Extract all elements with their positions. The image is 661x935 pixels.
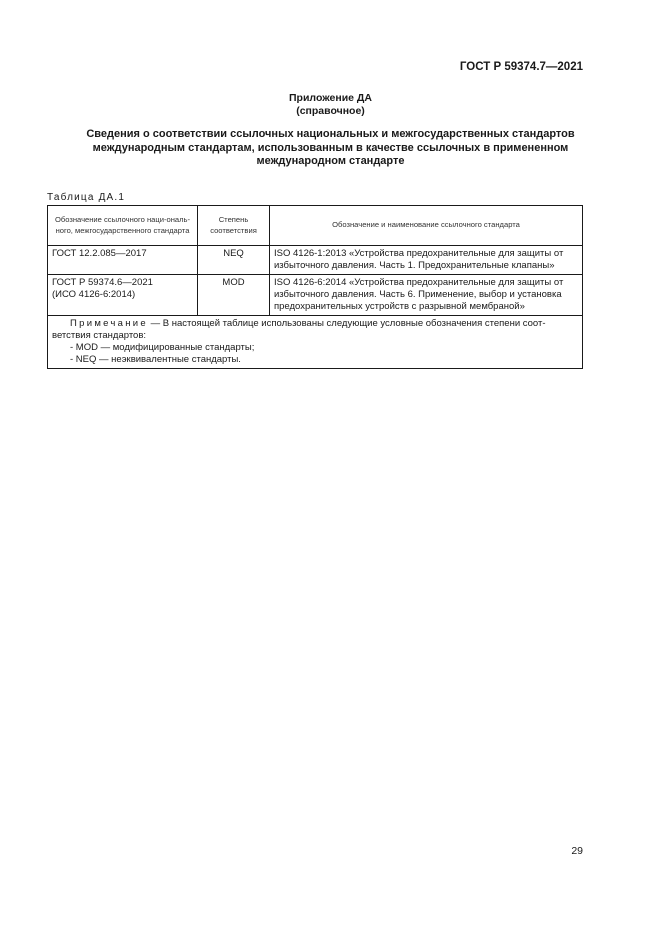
- header-degree: Степень соответствия: [198, 206, 270, 246]
- appendix-subtitle: (справочное): [296, 105, 365, 117]
- table-row: [48, 275, 583, 316]
- table-header-row: [48, 206, 583, 246]
- cell-reference: ISO 4126-1:2013 «Устройства предохранительные для защиты от избыточного давления. Часть 1. Предохранительные клапаны»: [270, 246, 583, 275]
- table-note: [48, 316, 583, 369]
- cell-designation: [48, 246, 198, 275]
- table-caption: Таблица ДА.1: [47, 192, 126, 203]
- header-designation: Обозначение ссылочного наци-онального, межгосударственного стандарта: [48, 206, 198, 246]
- page-number: 29: [571, 845, 583, 857]
- section-title-line: Сведения о соответствии ссылочных национальных и межгосударственных стандартов: [86, 128, 575, 140]
- note-item-neq: - NEQ — неэквивалентные стандарты.: [70, 354, 241, 365]
- appendix-title: Приложение ДА: [289, 92, 372, 104]
- standards-correspondence-table: [47, 205, 583, 369]
- note-label: Примечание: [70, 318, 148, 329]
- note-item-mod: - MOD — модифицированные стандарты;: [70, 342, 255, 353]
- cell-designation: [48, 275, 198, 316]
- section-title-line: международном стандарте: [256, 155, 405, 167]
- section-title: [60, 128, 601, 169]
- designation-text: ГОСТ 12.2.085—2017: [52, 248, 147, 259]
- designation-text: ГОСТ Р 59374.6—2021: [52, 277, 153, 288]
- cell-degree: NEQ: [198, 246, 270, 275]
- document-code: ГОСТ Р 59374.7—2021: [459, 61, 583, 73]
- designation-equivalent: (ИСО 4126-6:2014): [52, 289, 136, 300]
- section-title-line: международным стандартам, использованным в качестве ссылочных в примененном: [92, 141, 569, 154]
- table-note-row: [48, 316, 583, 369]
- cell-reference: ISO 4126-6:2014 «Устройства предохранительные для защиты от избыточного давления. Часть 6. Применение, выбор и установка предохранительных устройств с разрывной мембраной»: [270, 275, 583, 316]
- appendix-heading: [0, 92, 661, 118]
- header-reference: Обозначение и наименование ссылочного стандарта: [270, 206, 583, 246]
- cell-degree: MOD: [198, 275, 270, 316]
- note-indent: [52, 318, 70, 329]
- table-row: [48, 246, 583, 275]
- note-text: — В настоящей таблице использованы следующие условные обозначения степени соответствия стандартов:: [52, 318, 546, 341]
